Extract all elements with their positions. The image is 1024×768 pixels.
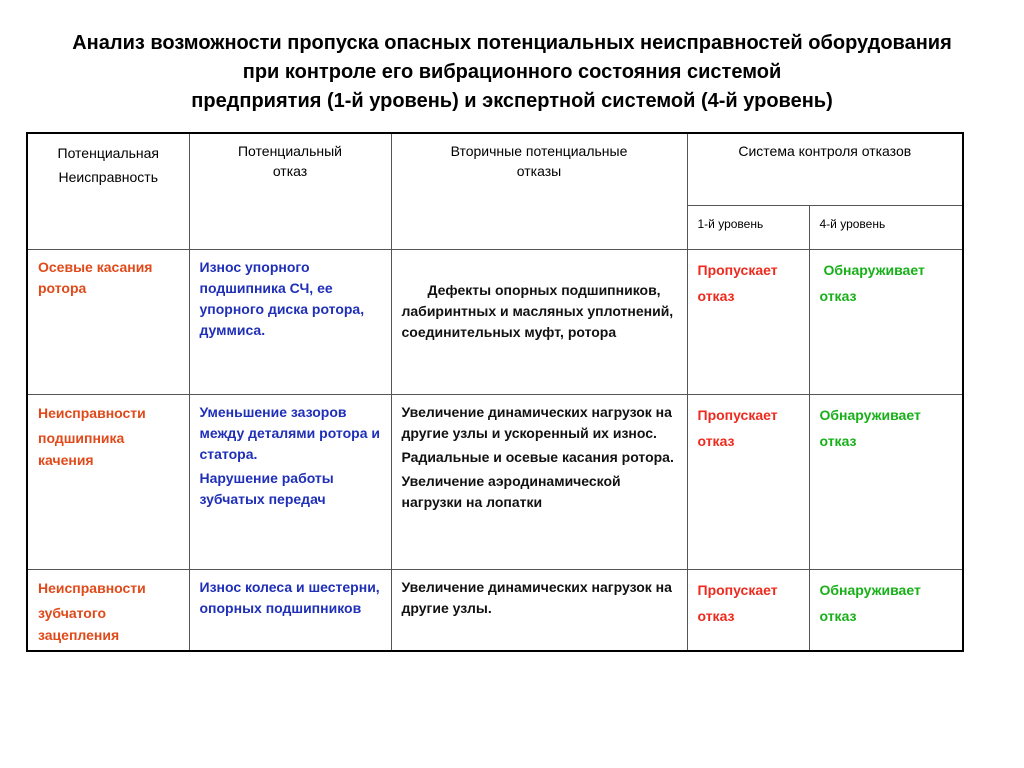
- secondary-cell: [391, 394, 687, 569]
- header-level-1: 1-й уровень: [687, 205, 809, 249]
- secondary-cell: [391, 569, 687, 651]
- fault-text-line2: подшипника качения: [38, 429, 125, 468]
- secondary-text: Увеличение аэродинамической нагрузки на лопатки: [401, 472, 621, 510]
- level4-status: Обнаруживает: [819, 581, 921, 598]
- level1-cell: [687, 569, 809, 651]
- secondary-text: Увеличение динамических нагрузок на другие узлы и ускоренный их износ.: [401, 403, 672, 441]
- header-potential-fault-line2: Неисправность: [58, 169, 159, 185]
- header-potential-fault: [27, 133, 189, 249]
- fault-cell: [27, 569, 189, 651]
- secondary-cell: [391, 249, 687, 394]
- header-failure-control-system: Система контроля отказов: [687, 133, 963, 205]
- failure-text: Нарушение работы зубчатых передач: [199, 469, 334, 507]
- secondary-text: Радиальные и осевые касания ротора.: [401, 448, 674, 465]
- level1-status-suffix: отказ: [697, 432, 735, 449]
- header-level-4: 4-й уровень: [809, 205, 963, 249]
- level4-status-suffix: отказ: [819, 607, 857, 624]
- level1-status-suffix: отказ: [697, 287, 735, 304]
- level4-status: Обнаруживает: [823, 261, 925, 278]
- fault-text-line1: Неисправности: [38, 579, 146, 596]
- level4-cell: [809, 249, 963, 394]
- fault-text-line2: зубчатого зацепления: [38, 604, 120, 643]
- failure-text: Износ колеса и шестерни, опорных подшипников: [199, 578, 380, 616]
- fault-analysis-table: [26, 132, 964, 652]
- table-row: [27, 569, 963, 651]
- level1-status: Пропускает: [697, 581, 778, 598]
- header-potential-fault-line1: Потенциальная: [57, 145, 159, 161]
- level1-cell: [687, 249, 809, 394]
- failure-text: Износ упорного подшипника СЧ, ее упорного диска ротора, думмиса.: [199, 258, 365, 338]
- fault-cell: [27, 249, 189, 394]
- table-row: [27, 249, 963, 394]
- level1-status-suffix: отказ: [697, 607, 735, 624]
- secondary-text: Дефекты опорных подшипников, лабиринтных и масляных уплотнений, соединительных муфт, ротора: [401, 281, 674, 340]
- fault-text: Осевые касания ротора: [38, 258, 153, 296]
- level1-status: Пропускает: [697, 261, 778, 278]
- fault-cell: [27, 394, 189, 569]
- header-potential-failure: Потенциальный отказ: [189, 133, 391, 249]
- failure-cell: [189, 394, 391, 569]
- header-secondary-failures: Вторичные потенциальные отказы: [391, 133, 687, 249]
- level4-cell: [809, 394, 963, 569]
- table-row: [27, 394, 963, 569]
- level4-status-suffix: отказ: [819, 432, 857, 449]
- level4-cell: [809, 569, 963, 651]
- failure-text: Уменьшение зазоров между деталями ротора и статора.: [199, 403, 380, 462]
- page-title: Анализ возможности пропуска опасных потенциальных неисправностей оборудования при контроле его вибрационного состояния системой предприятия (1-й уровень) и экспертной системой (4-й уровень): [72, 32, 952, 112]
- fault-text-line1: Неисправности: [38, 404, 146, 421]
- level4-status-suffix: отказ: [819, 287, 857, 304]
- level1-status: Пропускает: [697, 406, 778, 423]
- level4-status: Обнаруживает: [819, 406, 921, 423]
- secondary-text: Увеличение динамических нагрузок на другие узлы.: [401, 578, 672, 616]
- failure-cell: [189, 249, 391, 394]
- level1-cell: [687, 394, 809, 569]
- failure-cell: [189, 569, 391, 651]
